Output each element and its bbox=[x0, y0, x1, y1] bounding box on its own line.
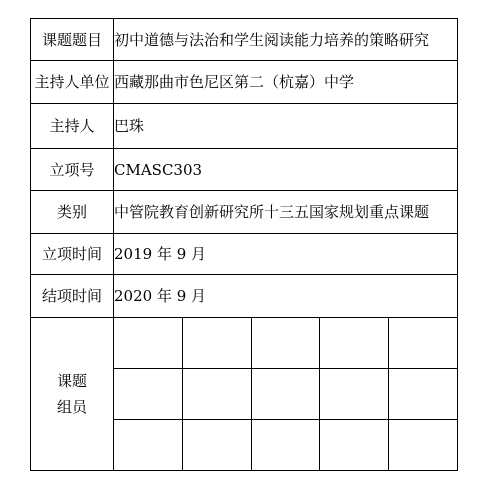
member-cell[interactable] bbox=[388, 369, 457, 420]
member-cell[interactable] bbox=[320, 318, 389, 369]
end-date-value: 2020 年 9 月 bbox=[114, 275, 458, 318]
host-value: 巴珠 bbox=[114, 104, 458, 149]
members-grid bbox=[114, 318, 457, 470]
members-grid-row bbox=[114, 420, 457, 471]
member-cell[interactable] bbox=[388, 318, 457, 369]
project-number-label: 立项号 bbox=[31, 149, 114, 191]
row-start-date bbox=[31, 234, 458, 275]
members-grid-container bbox=[114, 318, 458, 471]
row-host-unit bbox=[31, 61, 458, 104]
member-cell[interactable] bbox=[114, 318, 183, 369]
member-cell[interactable] bbox=[114, 420, 183, 471]
host-unit-value: 西藏那曲市色尼区第二（杭嘉）中学 bbox=[114, 61, 458, 104]
member-cell[interactable] bbox=[320, 420, 389, 471]
member-cell[interactable] bbox=[251, 318, 320, 369]
member-cell[interactable] bbox=[388, 420, 457, 471]
member-cell[interactable] bbox=[251, 420, 320, 471]
member-cell[interactable] bbox=[183, 318, 252, 369]
end-date-label: 结项时间 bbox=[31, 275, 114, 318]
members-grid-row bbox=[114, 318, 457, 369]
member-cell[interactable] bbox=[183, 369, 252, 420]
members-label bbox=[31, 318, 114, 471]
member-cell[interactable] bbox=[183, 420, 252, 471]
row-category bbox=[31, 191, 458, 234]
member-cell[interactable] bbox=[251, 369, 320, 420]
start-date-value: 2019 年 9 月 bbox=[114, 234, 458, 275]
row-members bbox=[31, 318, 458, 471]
members-label-line1: 课题 bbox=[56, 371, 87, 390]
row-project-number bbox=[31, 149, 458, 191]
category-value: 中管院教育创新研究所十三五国家规划重点课题 bbox=[114, 191, 458, 234]
topic-label: 课题题目 bbox=[31, 19, 114, 61]
row-end-date bbox=[31, 275, 458, 318]
host-label: 主持人 bbox=[31, 104, 114, 149]
member-cell[interactable] bbox=[114, 369, 183, 420]
project-info-form bbox=[30, 18, 458, 471]
project-number-value: CMASC303 bbox=[114, 149, 458, 191]
members-label-line2: 组员 bbox=[56, 398, 87, 416]
row-topic bbox=[31, 19, 458, 61]
start-date-label: 立项时间 bbox=[31, 234, 114, 275]
member-cell[interactable] bbox=[320, 369, 389, 420]
row-host bbox=[31, 104, 458, 149]
category-label: 类别 bbox=[31, 191, 114, 234]
host-unit-label: 主持人单位 bbox=[31, 61, 114, 104]
members-grid-row bbox=[114, 369, 457, 420]
topic-value: 初中道德与法治和学生阅读能力培养的策略研究 bbox=[114, 19, 458, 61]
